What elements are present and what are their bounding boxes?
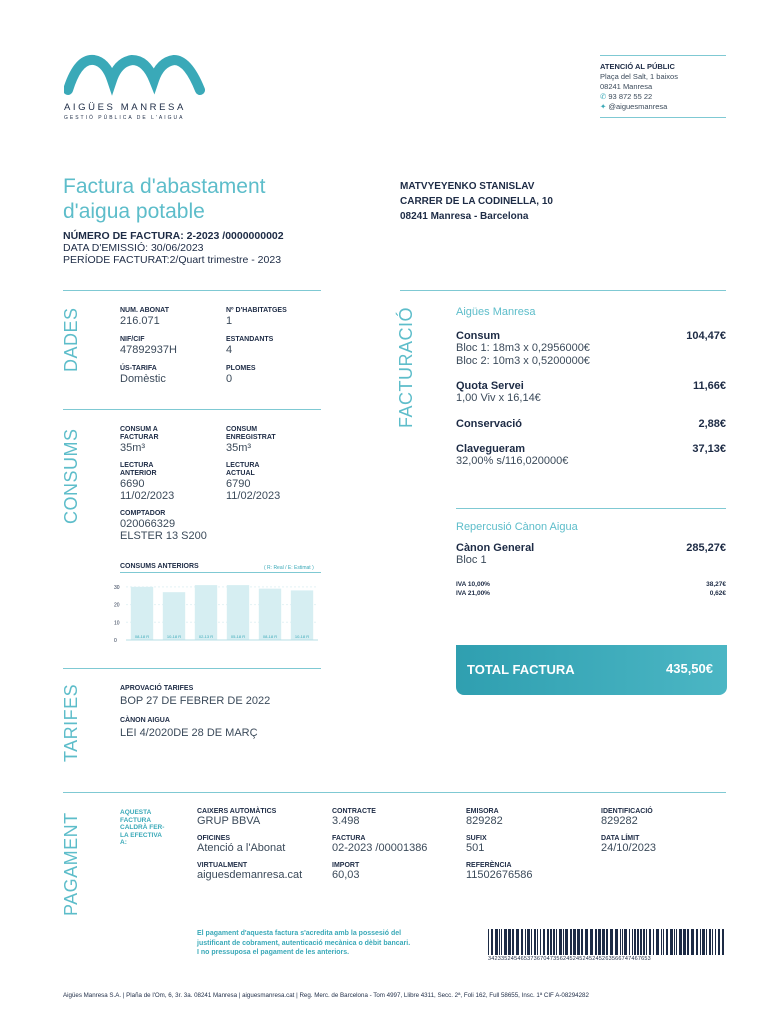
barcode-bar (722, 929, 724, 955)
barcode-bar (521, 929, 523, 955)
section-title-pagament: PAGAMENT (61, 812, 81, 916)
anterior-date: 11/02/2023 (120, 490, 175, 502)
barcode-bar (687, 929, 689, 955)
conservacio-amount: 2,88€ (698, 418, 726, 430)
iva21-amount: 0,62€ (709, 590, 726, 597)
a-facturar-label2: FACTURAR (120, 434, 159, 441)
import-value: 60,03 (332, 869, 360, 881)
factura-value: 02-2023 /00001386 (332, 842, 428, 854)
barcode-bar (531, 929, 532, 955)
fact-consum (456, 330, 726, 368)
barcode-bar (488, 929, 489, 955)
disclaimer-line2: justificant de cobrament, autenticació mecànica o dèbit bancari. (197, 939, 411, 947)
virtual-value[interactable]: aiguesdemanresa.cat (197, 869, 303, 881)
barcode-bar (670, 929, 673, 955)
iva21-row (456, 589, 726, 598)
anterior-label1: LECTURA (120, 462, 154, 469)
divider-dades-bottom (63, 409, 321, 410)
barcode-bar (634, 929, 636, 955)
num-abonat-label: NUM. ABONAT (120, 307, 169, 314)
canon-aigua-value: LEI 4/2020DE 28 DE MARÇ (120, 727, 258, 739)
attention-bottom-line (600, 117, 726, 118)
dades-habitatges (226, 307, 287, 327)
divider-consums-bottom (63, 668, 321, 669)
barcode-bar (661, 929, 662, 955)
habitatges-label: Nº D'HABITATGES (226, 307, 287, 314)
barcode-bar (712, 929, 713, 955)
data-limit-label: DATA LÍMIT (601, 835, 640, 842)
fact-conservacio (456, 418, 726, 430)
barcode-bar (556, 929, 557, 955)
barcode-bar (666, 929, 668, 955)
quota-sub: 1,00 Viv x 16,14€ (456, 392, 541, 404)
pay-col4 (601, 808, 656, 854)
canon-aigua-label: CÀNON AIGUA (120, 717, 170, 724)
customer-block (400, 179, 553, 224)
oficines-value: Atenció a l'Abonat (197, 842, 286, 854)
chart-bar (163, 592, 185, 640)
chart-title: CONSUMS ANTERIORS (120, 563, 199, 570)
referencia-value: 11502676586 (466, 869, 533, 881)
tarifes-aprovacio (120, 685, 270, 707)
a-facturar-label1: CONSUM A (120, 426, 158, 433)
identificacio-label: IDENTIFICACIÓ (601, 808, 653, 815)
customer-city: 08241 Manresa - Barcelona (400, 211, 529, 222)
quota-amount: 11,66€ (692, 380, 726, 392)
barcode-bar (640, 929, 642, 955)
barcode-bar (624, 929, 627, 955)
section-title-consums: CONSUMS (61, 428, 81, 524)
comptador-label: COMPTADOR (120, 510, 166, 517)
pagament-disclaimer (197, 929, 410, 958)
invoice-title-line2: d'aigua potable (63, 200, 205, 223)
referencia-label: REFERÈNCIA (466, 862, 512, 869)
emisora-label: EMISORA (466, 808, 499, 815)
total-label: TOTAL FACTURA (467, 662, 575, 677)
brand-name: AIGÜES MANRESA (64, 102, 186, 113)
actual-label2: ACTUAL (226, 470, 255, 477)
facturacio-group1: Aigües Manresa (456, 306, 536, 318)
contracte-value: 3.498 (332, 815, 360, 827)
section-title-dades: DADES (61, 307, 81, 372)
barcode-bar (537, 929, 538, 955)
quota-name: Quota Servei (456, 380, 524, 392)
section-title-tarifes: TARIFES (61, 683, 81, 762)
barcode-bar (491, 929, 493, 955)
payment-barcode (488, 929, 726, 955)
virtual-label: VIRTUALMENT (197, 862, 248, 869)
barcode-bar (610, 929, 613, 955)
oficines-label: OFICINES (197, 835, 231, 842)
attention-address1: Plaça del Salt, 1 baixos (600, 72, 678, 81)
plomes-label: PLOMES (226, 365, 256, 372)
consum-enregistrat (226, 426, 276, 454)
divider-facturacio-mid (456, 508, 726, 509)
iva10-label: IVA 10,00% (456, 581, 490, 588)
sufix-value: 501 (466, 842, 485, 854)
barcode-bar (649, 929, 651, 955)
fact-quota (456, 380, 726, 405)
comptador-line2: ELSTER 13 S200 (120, 530, 207, 542)
chart-xtick-label: 10-18 R (294, 634, 310, 639)
chart-xtick-label: 08-18 R (134, 634, 150, 639)
barcode-bar (581, 929, 583, 955)
us-label: ÚS-TARIFA (120, 365, 157, 372)
aprovacio-label: APROVACIÓ TARIFES (120, 685, 194, 692)
chart-xtick-label: 10-18 R (166, 634, 182, 639)
chart-xtick-label: 05-18 R (230, 634, 246, 639)
chart-title-underline (120, 572, 321, 573)
invoice-issue-date: DATA D'EMISSIÓ: 30/06/2023 (63, 242, 204, 254)
barcode-bar (656, 929, 659, 955)
dades-plomes (226, 365, 256, 385)
consum-bloc2: Bloc 2: 10m3 x 0,5200000€ (456, 355, 590, 367)
chart-xtick-label: 08-18 R (262, 634, 278, 639)
disclaimer-line3: I no pressuposa el pagament de les anteriors. (197, 949, 350, 956)
divider-dades-top (63, 290, 321, 291)
identificacio-value: 829282 (601, 815, 638, 827)
barcode-bar (663, 929, 664, 955)
barcode-bar (512, 929, 514, 955)
dades-us (120, 365, 166, 385)
actual-label1: LECTURA (226, 462, 260, 469)
twitter-icon: ✦ (600, 102, 607, 111)
attention-twitter (600, 102, 678, 112)
enregistrat-label1: CONSUM (226, 426, 258, 433)
caixers-value: GRUP BBVA (197, 815, 261, 827)
barcode-bar (547, 929, 549, 955)
barcode-bar (683, 929, 686, 955)
divider-pagament-top (63, 792, 726, 793)
barcode-bar (629, 929, 630, 955)
actual-value: 6790 (226, 478, 251, 490)
barcode-bar (602, 929, 605, 955)
contracte-label: CONTRACTE (332, 808, 376, 815)
data-limit-value: 24/10/2023 (601, 842, 657, 854)
factura-label: FACTURA (332, 835, 366, 842)
barcode-bar (565, 929, 568, 955)
chart-bar (131, 587, 153, 640)
emisora-value: 829282 (466, 815, 503, 827)
num-abonat-value: 216.071 (120, 315, 160, 327)
total-amount: 435,50€ (666, 661, 713, 676)
customer-name: MATVYEYENKO STANISLAV (400, 181, 535, 192)
barcode-bar (585, 929, 588, 955)
chart-ytick-label: 0 (114, 638, 117, 644)
invoice-title-line1: Factura d'abastament (63, 175, 266, 198)
twitter-handle[interactable]: @aiguesmanresa (608, 102, 668, 111)
invoice-title (63, 174, 265, 224)
comptador-line1: 020066329 (120, 518, 176, 530)
canon-general-name: Cànon General (456, 542, 535, 554)
barcode-bar (637, 929, 639, 955)
barcode-bar (700, 929, 701, 955)
attention-title: ATENCIÓ AL PÚBLIC (600, 62, 675, 71)
pay-col1 (197, 808, 302, 881)
a-facturar-value: 35m³ (120, 442, 146, 454)
pay-col3 (466, 808, 532, 881)
facturacio-group2: Repercusió Cànon Aigua (456, 521, 578, 533)
barcode-bar (615, 929, 618, 955)
chart-ytick-label: 30 (114, 584, 120, 591)
barcode-bar (550, 929, 552, 955)
lectura-anterior (120, 462, 174, 502)
barcode-number: 34233524546537367047356245245245245263566747467653 (488, 956, 651, 962)
barcode-bar (504, 929, 507, 955)
barcode-bar (501, 929, 502, 955)
iva10-row (456, 580, 726, 589)
iva10-amount: 38,27€ (706, 581, 726, 588)
barcode-bar (508, 929, 511, 955)
clavegueram-amount: 37,13€ (692, 443, 726, 455)
lectura-actual (226, 462, 280, 502)
barcode-bar (516, 929, 519, 955)
aprovacio-value: BOP 27 DE FEBRER DE 2022 (120, 695, 271, 707)
barcode-bar (495, 929, 498, 955)
tarifes-canon (120, 717, 258, 739)
enregistrat-label2: ENREGISTRAT (226, 434, 276, 441)
barcode-bar (679, 929, 682, 955)
aigues-manresa-logo (64, 52, 206, 98)
consum-a-facturar (120, 426, 159, 454)
dades-num-abonat (120, 307, 169, 327)
chart-bar (291, 590, 313, 640)
invoice-period: PERÍODE FACTURAT:2/Quart trimestre - 2023 (63, 254, 282, 266)
footer-text: Aigües Manresa S.A. | Plaña de l'Om, 6, 3r. 3a. 08241 Manresa | aiguesmanresa.cat | Reg. Merc. de Barcelona - Tom 4997, Llibre 4311, Secc. 2ª, Foli 162, Full 58655, Insc. 1ª CIF A-08294282 (63, 992, 589, 999)
clavegueram-sub: 32,00% s/116,020000€ (456, 455, 569, 467)
conservacio-name: Conservació (456, 418, 523, 430)
estandants-label: ESTANDANTS (226, 336, 274, 343)
barcode-bar (577, 929, 580, 955)
fact-canon-general (456, 542, 726, 567)
barcode-bar (702, 929, 705, 955)
barcode-bar (715, 929, 716, 955)
attention-block (600, 62, 678, 112)
dades-nif (120, 336, 177, 356)
barcode-bar (676, 929, 677, 955)
sufix-label: SUFIX (466, 835, 487, 842)
attention-phone (600, 92, 678, 102)
consum-bloc1: Bloc 1: 18m3 x 0,2956000€ (456, 342, 590, 354)
barcode-bar (534, 929, 536, 955)
barcode-bar (691, 929, 694, 955)
barcode-bar (543, 929, 545, 955)
plomes-value: 0 (226, 373, 233, 385)
habitatges-value: 1 (226, 315, 233, 327)
barcode-bar (696, 929, 698, 955)
invoice-number: NÚMERO DE FACTURA: 2-2023 /0000000002 (63, 230, 284, 242)
estandants-value: 4 (226, 344, 233, 356)
barcode-bar (598, 929, 601, 955)
customer-address: CARRER DE LA CODINELLA, 10 (400, 196, 553, 207)
barcode-bar (570, 929, 572, 955)
consum-name: Consum (456, 330, 500, 342)
barcode-bar (527, 929, 530, 955)
invoice-meta (63, 230, 284, 266)
barcode-bar (563, 929, 564, 955)
barcode-bar (590, 929, 593, 955)
enregistrat-value: 35m³ (226, 442, 252, 454)
attention-top-line (600, 55, 726, 56)
fact-clavegueram (456, 443, 726, 468)
barcode-bar (709, 929, 711, 955)
barcode-bar (622, 929, 623, 955)
chart-bar (195, 585, 217, 640)
chart-legend: ( R: Real / E: Estimat ) (264, 565, 314, 571)
barcode-bar (653, 929, 654, 955)
chart-xtick-label: 02-13 R (198, 634, 214, 639)
barcode-bar (525, 929, 526, 955)
nif-value: 47892937H (120, 344, 177, 356)
chart-ytick-label: 20 (114, 602, 120, 609)
anterior-label2: ANTERIOR (120, 470, 157, 477)
barcode-bar (706, 929, 707, 955)
nif-label: NIF/CIF (120, 336, 145, 343)
dades-estandants (226, 336, 273, 356)
consums-chart (112, 574, 324, 648)
barcode-bar (499, 929, 500, 955)
barcode-bar (632, 929, 633, 955)
disclaimer-line1: El pagament d'aquesta factura s'acredita amb la possesió del (197, 930, 402, 937)
barcode-bar (553, 929, 555, 955)
barcode-bar (674, 929, 675, 955)
clavegueram-name: Clavegueram (456, 443, 526, 455)
chart-ytick-label: 10 (114, 620, 120, 627)
chart-bar (227, 585, 249, 640)
phone-icon: ✆ (600, 92, 607, 101)
pay-col2 (332, 808, 427, 881)
canon-general-sub: Bloc 1 (456, 554, 487, 566)
barcode-bar (620, 929, 621, 955)
pagament-note: AQUESTA FACTURA CALDRÀ FER-LA EFECTIVA A: (120, 809, 165, 846)
iva-block (456, 580, 726, 598)
total-factura-banner (456, 645, 727, 695)
barcode-bar (595, 929, 597, 955)
canon-general-amount: 285,27€ (686, 542, 726, 554)
import-label: IMPORT (332, 862, 360, 869)
barcode-bar (606, 929, 608, 955)
chart-bar (259, 589, 281, 640)
barcode-bar (718, 929, 720, 955)
barcode-bar (643, 929, 645, 955)
barcode-bar (573, 929, 576, 955)
iva21-label: IVA 21,00% (456, 590, 490, 597)
attention-address2: 08241 Manresa (600, 82, 653, 91)
anterior-value: 6690 (120, 478, 145, 490)
barcode-bar (559, 929, 562, 955)
phone-number[interactable]: 93 872 55 22 (608, 92, 653, 101)
barcode-bar (540, 929, 541, 955)
caixers-label: CAIXERS AUTOMÀTICS (197, 808, 277, 815)
comptador (120, 510, 207, 542)
us-value: Domèstic (120, 373, 166, 385)
barcode-bar (646, 929, 647, 955)
section-title-facturacio: FACTURACIÓ (396, 306, 416, 428)
consum-amount: 104,47€ (686, 330, 726, 342)
divider-facturacio-top (400, 290, 726, 291)
brand-tagline: GESTIÓ PÚBLICA DE L'AIGUA (64, 115, 185, 121)
actual-date: 11/02/2023 (226, 490, 281, 502)
